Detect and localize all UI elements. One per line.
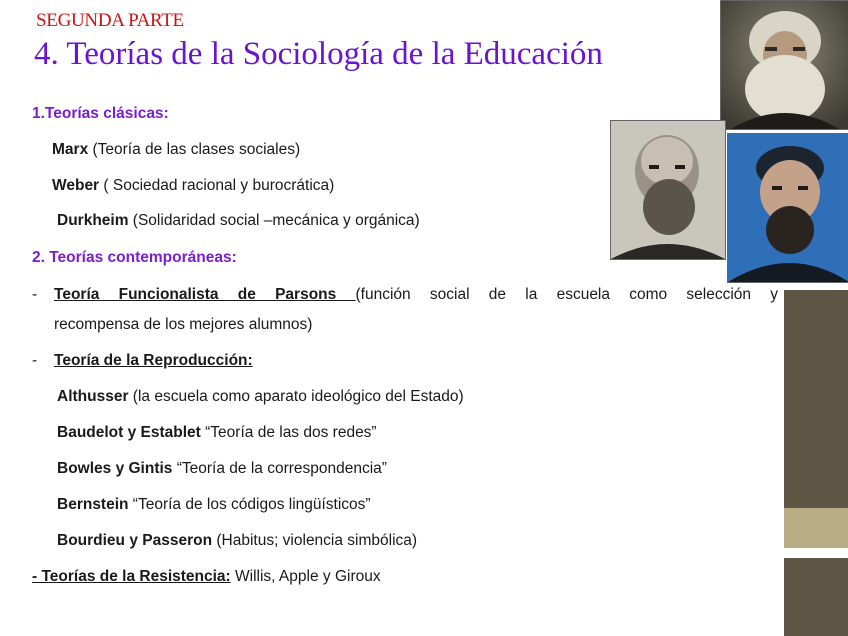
slide-title: 4. Teorías de la Sociología de la Educación bbox=[34, 36, 603, 72]
bullet-dash: - bbox=[32, 286, 38, 303]
list-item-bernstein bbox=[57, 495, 803, 515]
list-item-althusser bbox=[57, 387, 803, 407]
section1-heading: 1.Teorías clásicas bbox=[32, 105, 164, 122]
author-name: Durkheim bbox=[57, 212, 129, 229]
parsons-line2 bbox=[54, 315, 800, 335]
bullet-dash: - bbox=[32, 352, 38, 369]
list-item-resistencia bbox=[32, 567, 778, 587]
author-name: Bowles y Gintis bbox=[57, 460, 173, 477]
author-name: Althusser bbox=[57, 388, 129, 405]
author-name: Bourdieu y Passeron bbox=[57, 532, 213, 549]
author-desc: “Teoría de las dos redes” bbox=[200, 424, 377, 441]
author-desc: “Teoría de la correspondencia” bbox=[172, 460, 387, 477]
author-desc: (Habitus; violencia simbólica) bbox=[212, 532, 418, 549]
section2-heading: 2. Teorías contemporáneas: bbox=[32, 249, 237, 266]
author-name: Weber bbox=[52, 177, 100, 194]
author-desc: ( Sociedad racional y burocrática) bbox=[99, 177, 335, 194]
author-name: Bernstein bbox=[57, 496, 129, 513]
theory-name: - Teorías de la Resistencia: bbox=[32, 568, 231, 585]
durkheim-portrait bbox=[610, 120, 726, 260]
author-name: Baudelot y Establet bbox=[57, 424, 201, 441]
marx-portrait bbox=[720, 0, 848, 130]
author-name: Marx bbox=[52, 141, 89, 158]
theory-desc: (función social de la escuela como selección y bbox=[355, 286, 779, 303]
right-strip-bottom bbox=[784, 558, 848, 636]
author-desc: “Teoría de los códigos lingüísticos” bbox=[128, 496, 371, 513]
theory-name: Teoría de la Reproducción: bbox=[54, 352, 253, 369]
list-item-reproduccion bbox=[32, 351, 778, 371]
section-kicker: SEGUNDA PARTE bbox=[36, 10, 184, 31]
weber-portrait bbox=[727, 133, 848, 283]
parsons-line1 bbox=[54, 285, 778, 305]
theory-desc: Willis, Apple y Giroux bbox=[230, 568, 381, 585]
theory-desc-cont: recompensa de los mejores alumnos) bbox=[54, 316, 313, 333]
theory-name: Teoría Funcionalista de Parsons bbox=[54, 286, 356, 303]
list-item-baudelot bbox=[57, 423, 803, 443]
list-item-parsons bbox=[32, 285, 778, 305]
author-desc: (Solidaridad social –mecánica y orgánica) bbox=[128, 212, 420, 229]
author-desc: (la escuela como aparato ideológico del Estado) bbox=[128, 388, 464, 405]
list-item-bowles bbox=[57, 459, 803, 479]
section1-colon: : bbox=[163, 105, 169, 122]
list-item-bourdieu bbox=[57, 531, 803, 551]
author-desc: (Teoría de las clases sociales) bbox=[88, 141, 301, 158]
